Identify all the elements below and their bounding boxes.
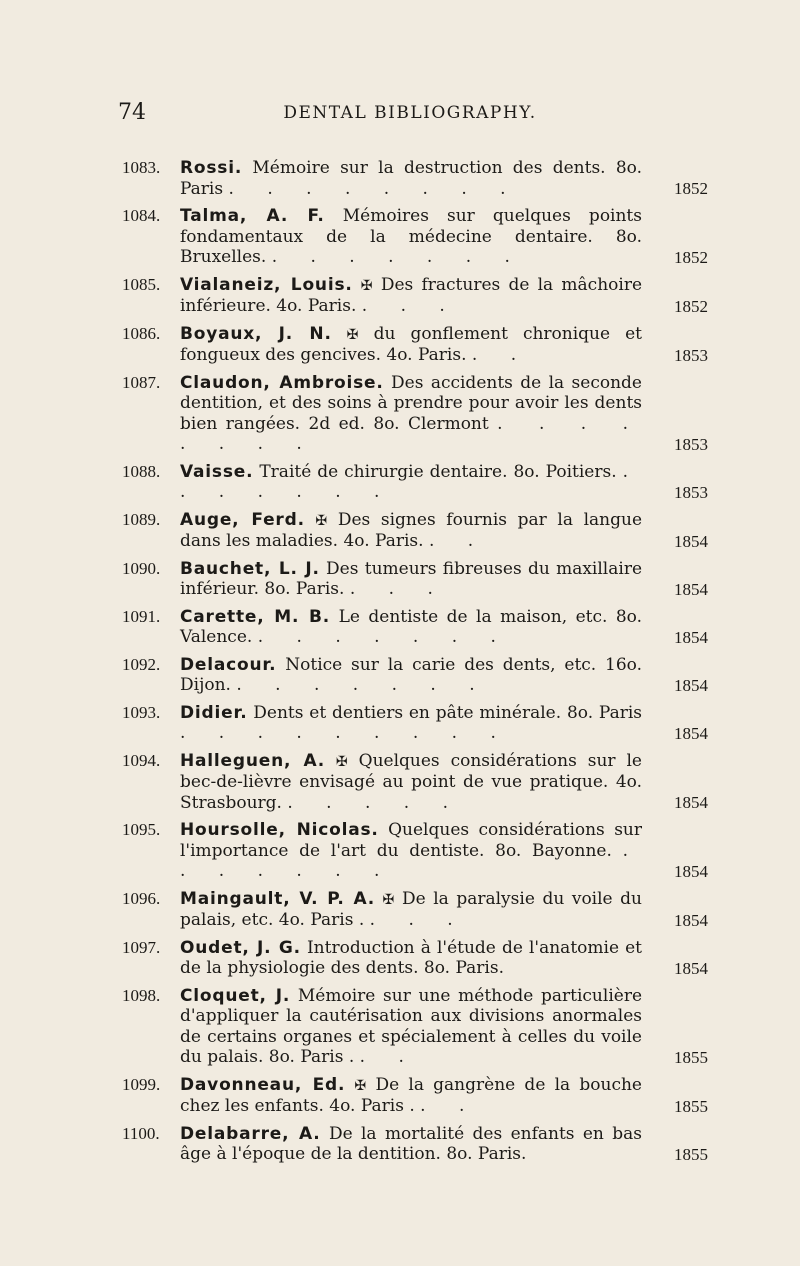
entry-year: 1854 [674, 910, 708, 930]
entry-number: 1097. [122, 937, 161, 957]
bibliography-entry [0, 986, 800, 1068]
entry-number: 1086. [122, 323, 161, 343]
bibliography-entry [0, 462, 800, 503]
entry-body [180, 607, 642, 648]
entry-author: Carette, M. B. [180, 606, 331, 627]
bibliography-entry [0, 510, 800, 552]
entry-year: 1853 [674, 482, 708, 502]
bibliography-list [0, 158, 800, 1172]
leader-dots: . . . . . . . [236, 675, 489, 695]
entry-number: 1100. [122, 1123, 160, 1143]
entry-author: Delacour. [180, 654, 277, 675]
entry-body [180, 462, 642, 503]
entry-body [180, 703, 642, 744]
entry-author: Didier. [180, 702, 248, 723]
entry-title: Des fractures de la mâchoire inférieure. 4o. Paris. [180, 274, 642, 316]
entry-author: Auge, Ferd. [180, 509, 305, 530]
entry-author: Talma, A. F. [180, 206, 325, 226]
entry-year: 1854 [674, 675, 708, 695]
entry-title: Quelques considérations sur le bec-de-lièvre envisagé au point de vue pratique. 4o. Strasbourg. [180, 750, 642, 813]
entry-title: Mémoire sur la destruction des dents. 8o. Paris [180, 158, 642, 199]
thesis-cross-icon: ✠ [315, 512, 328, 529]
entry-body [180, 889, 642, 931]
thesis-cross-icon: ✠ [346, 326, 359, 343]
entry-title: De la paralysie du voile du palais, etc. 4o. Paris . [180, 888, 643, 930]
entry-body [180, 324, 642, 366]
entry-year: 1853 [674, 345, 708, 365]
entry-author: Vaisse. [180, 461, 254, 482]
leader-dots: . . [420, 1096, 479, 1116]
entry-title: Notice sur la carie des dents, etc. 16o. Dijon. [180, 654, 643, 695]
bibliography-entry [0, 373, 800, 455]
thesis-cross-icon: ✠ [335, 753, 348, 770]
entry-author: Halleguen, A. [180, 750, 326, 771]
entry-title: Mémoires sur quelques points fondamentaux de la médecine dentaire. 8o. Bruxelles. [180, 206, 642, 267]
entry-number: 1087. [122, 372, 161, 392]
entry-author: Hoursolle, Nicolas. [180, 820, 379, 840]
entry-year: 1854 [674, 958, 708, 978]
leader-dots: . . . . . . . [257, 627, 510, 647]
bibliography-entry [0, 889, 800, 931]
leader-dots: . . [428, 531, 488, 551]
entry-year: 1852 [674, 296, 708, 316]
entry-title: Dents et dentiers en pâte minérale. 8o. Paris [253, 702, 642, 723]
entry-number: 1094. [122, 750, 161, 770]
bibliography-entry [0, 559, 800, 600]
entry-year: 1854 [674, 531, 708, 551]
entry-year: 1854 [674, 627, 708, 647]
bibliography-entry [0, 703, 800, 744]
entry-author: Vialaneiz, Louis. [180, 274, 353, 295]
entry-title: Introduction à l'étude de l'anatomie et de la physiologie des dents. 8o. Paris. [180, 937, 642, 978]
entry-author: Oudet, J. G. [180, 937, 301, 958]
entry-year: 1852 [674, 179, 708, 198]
entry-number: 1084. [122, 206, 161, 225]
leader-dots: . . . . . . . [180, 840, 642, 881]
bibliography-entry [0, 938, 800, 979]
bibliography-entry [0, 751, 800, 814]
entry-title: De la mortalité des enfants en bas âge à l'époque de la dentition. 8o. Paris. [180, 1123, 642, 1164]
entry-body [180, 938, 642, 979]
bibliography-entry [0, 158, 800, 199]
entry-number: 1090. [122, 558, 161, 578]
leader-dots: . . . . . . . [271, 247, 524, 267]
leader-dots: . . . . . . . [180, 461, 643, 502]
thesis-cross-icon: ✠ [354, 1077, 367, 1094]
entry-number: 1085. [122, 274, 161, 294]
entry-body [180, 655, 642, 696]
leader-dots: . . . . . . . . [228, 178, 520, 199]
entry-title: Traité de chirurgie dentaire. 8o. Poitiers. [259, 461, 617, 482]
page-number: 74 [118, 100, 146, 125]
bibliography-entry [0, 206, 800, 268]
entry-number: 1095. [122, 820, 161, 839]
entry-body [180, 751, 642, 814]
entry-year: 1854 [674, 579, 708, 599]
thesis-cross-icon: ✠ [360, 277, 373, 294]
entry-body [180, 559, 642, 600]
entry-body [180, 275, 642, 317]
leader-dots: . . . . . . . . . [180, 723, 510, 743]
entry-author: Maingault, V. P. A. [180, 888, 376, 909]
entry-author: Delabarre, A. [180, 1123, 321, 1144]
leader-dots: . . . . . [287, 792, 462, 813]
entry-body [180, 986, 642, 1068]
entry-title: Mémoire sur une méthode particulière d'appliquer la cautérisation aux divisions anormales de certains organes et spécialement à celles du voile du palais. 8o. Paris . [180, 985, 643, 1067]
entry-author: Rossi. [180, 158, 243, 178]
entry-number: 1083. [122, 158, 161, 177]
entry-author: Davonneau, Ed. [180, 1074, 346, 1095]
leader-dots: . . . [361, 296, 459, 316]
entry-number: 1088. [122, 461, 161, 481]
entry-number: 1098. [122, 985, 161, 1005]
entry-author: Boyaux, J. N. [180, 323, 332, 344]
bibliography-entry [0, 324, 800, 366]
bibliography-entry [0, 607, 800, 648]
entry-body [180, 1075, 642, 1117]
leader-dots: . . . . . . . . [180, 413, 642, 454]
bibliography-entry [0, 1124, 800, 1165]
leader-dots: . . . [349, 579, 447, 599]
bibliography-entry [0, 820, 800, 882]
entry-title: Des signes fournis par la langue dans les maladies. 4o. Paris. [180, 509, 643, 551]
entry-year: 1855 [674, 1144, 708, 1164]
leader-dots: . . [359, 1047, 418, 1067]
entry-year: 1854 [674, 723, 708, 743]
entry-title: Quelques considérations sur l'importance de l'art du dentiste. 8o. Bayonne. [180, 820, 643, 861]
entry-body [180, 1124, 642, 1165]
entry-title: Des tumeurs fibreuses du maxillaire inférieur. 8o. Paris. [180, 558, 643, 599]
page-header [0, 100, 800, 130]
entry-body [180, 206, 642, 268]
leader-dots: . . [471, 345, 531, 365]
bibliography-entry [0, 655, 800, 696]
entry-year: 1852 [674, 247, 708, 267]
entry-year: 1854 [674, 861, 708, 881]
entry-title: du gonflement chronique et fongueux des gencives. 4o. Paris. [180, 323, 643, 365]
leader-dots: . . . [369, 910, 467, 930]
thesis-cross-icon: ✠ [382, 891, 395, 908]
entry-number: 1096. [122, 888, 161, 908]
entry-year: 1854 [674, 793, 708, 812]
entry-body [180, 373, 642, 455]
entry-number: 1091. [122, 606, 161, 626]
entry-body [180, 820, 642, 882]
entry-title: Des accidents de la seconde dentition, et des soins à prendre pour avoir les dents bien rangées. 2d ed. 8o. Clermont [180, 372, 642, 434]
entry-number: 1089. [122, 509, 161, 529]
entry-title: Le dentiste de la maison, etc. 8o. Valence. [180, 606, 643, 647]
entry-author: Claudon, Ambroise. [180, 372, 384, 393]
bibliography-entry [0, 1075, 800, 1117]
entry-number: 1092. [122, 654, 161, 674]
entry-year: 1853 [674, 434, 708, 454]
entry-author: Bauchet, L. J. [180, 558, 320, 579]
entry-year: 1855 [674, 1047, 708, 1067]
entry-title: De la gangrène de la bouche chez les enfants. 4o. Paris . [180, 1074, 642, 1116]
entry-body [180, 510, 642, 552]
entry-number: 1099. [122, 1074, 161, 1094]
entry-body [180, 158, 642, 199]
entry-number: 1093. [122, 702, 161, 722]
running-title: DENTAL BIBLIOGRAPHY. [283, 103, 537, 123]
bibliography-entry [0, 275, 800, 317]
entry-year: 1855 [674, 1096, 708, 1116]
entry-author: Cloquet, J. [180, 985, 291, 1006]
